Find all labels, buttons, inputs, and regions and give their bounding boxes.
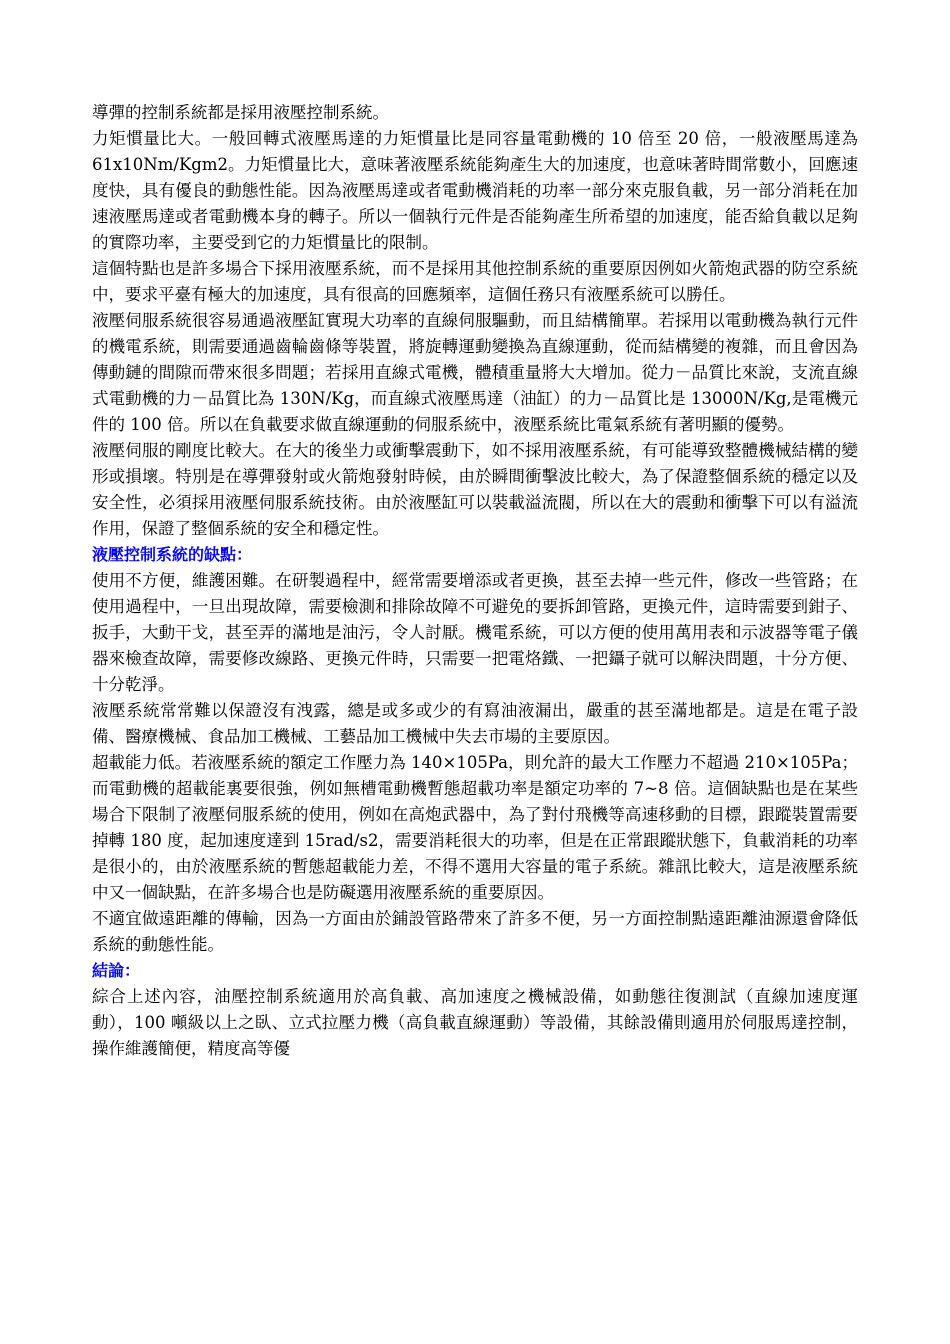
paragraph: 超載能力低。若液壓系統的額定工作壓力為 140×105Pa，則允許的最大工作壓力不超過 210×105Pa；而電動機的超載能裏要很強，例如無槽電動機暫態超載功率是額定功率的 7~8 倍。這個缺點也是在某些場合下限制了液壓伺服系統的使用，例如在高炮武器中，為了對付飛機等高速移動的目標，跟蹤裝置需要掉轉 180 度，起加速度達到 15rad/s2，需要消耗很大的功率，但是在正常跟蹤狀態下，負載消耗的功率是很小的，由於液壓系統的暫態超載能力差，不得不選用大容量的電子系統。雜訊比較大，這是液壓系統中又一個缺點，在許多場合也是防礙選用液壓系統的重要原因。 <box>92 753 858 902</box>
section-heading-conclusion: 結論： <box>92 961 141 980</box>
paragraph: 液壓伺服系統很容易通過液壓缸實現大功率的直線伺服驅動，而且結構簡單。若採用以電動機為執行元件的機電系統，則需要通過齒輪齒條等裝置，將旋轉運動變換為直線運動，從而結構變的複雜，而且會因為傳動鏈的間隙而帶來很多問題；若採用直線式電機，體積重量將大大增加。從力－品質比來說，支流直線式電動機的力－品質比為 130N/Kg，而直線式液壓馬達（油缸）的力－品質比是 13000N/Kg,是電機元件的 100 倍。所以在負載要求做直線運動的伺服系統中，液壓系統比電氣系統有著明顯的優勢。 <box>92 311 858 434</box>
paragraph: 使用不方便，維護困難。在研製過程中，經常需要增添或者更換，甚至去掉一些元件，修改一些管路；在使用過程中，一旦出現故障，需要檢測和排除故障不可避免的要拆卸管路，更換元件，這時需要到鉗子、扳手，大動干戈，甚至弄的滿地是油污，令人討厭。機電系統，可以方便的使用萬用表和示波器等電子儀器來檢查故障，需要修改線路、更換元件時，只需要一把電烙鐵、一把鑷子就可以解決問題，十分方便、十分乾淨。 <box>92 571 858 694</box>
paragraph: 這個特點也是許多場合下採用液壓系統，而不是採用其他控制系統的重要原因例如火箭炮武器的防空系統中，要求平臺有極大的加速度，具有很高的回應頻率，這個任務只有液壓系統可以勝任。 <box>92 259 858 304</box>
paragraph: 力矩慣量比大。一般回轉式液壓馬達的力矩慣量比是同容量電動機的 10 倍至 20 倍，一般液壓馬達為 61x10Nm/Kgm2。力矩慣量比大，意味著液壓系統能夠產生大的加速度，也意味著時間常數小，回應速度快，具有優良的動態性能。因為液壓馬達或者電動機消耗的功率一部分來克服負載，另一部分消耗在加速液壓馬達或者電動機本身的轉子。所以一個執行元件是否能夠產生所希望的加速度，能否給負載以足夠的實際功率，主要受到它的力矩慣量比的限制。 <box>92 129 858 252</box>
paragraph: 綜合上述內容，油壓控制系統適用於高負載、高加速度之機械設備，如動態往復測試（直線加速度運動），100 噸級以上之臥、立式拉壓力機（高負載直線運動）等設備，其餘設備則適用於伺服馬達控制，操作維護簡便，精度高等優 <box>92 987 858 1058</box>
paragraph: 液壓系統常常難以保證沒有洩露，總是或多或少的有寫油液漏出，嚴重的甚至滿地都是。這是在電子設備、醫療機械、食品加工機械、工藝品加工機械中失去市場的主要原因。 <box>92 701 858 746</box>
document-page <box>92 100 858 1062</box>
section-heading-drawbacks: 液壓控制系統的缺點： <box>92 545 253 564</box>
paragraph: 液壓伺服的剛度比較大。在大的後坐力或衝擊震動下，如不採用液壓系統，有可能導致整體機械結構的變形或損壞。特別是在導彈發射或火箭炮發射時候，由於瞬間衝擊波比較大，為了保證整個系統的穩定以及安全性，必須採用液壓伺服系統技術。由於液壓缸可以裝載溢流閥，所以在大的震動和衝擊下可以有溢流作用，保證了整個系統的安全和穩定性。 <box>92 441 858 538</box>
paragraph: 不適宜做遠距離的傳輸，因為一方面由於鋪設管路帶來了許多不便，另一方面控制點遠距離油源還會降低系統的動態性能。 <box>92 909 858 954</box>
paragraph: 導彈的控制系統都是採用液壓控制系統。 <box>92 103 389 122</box>
